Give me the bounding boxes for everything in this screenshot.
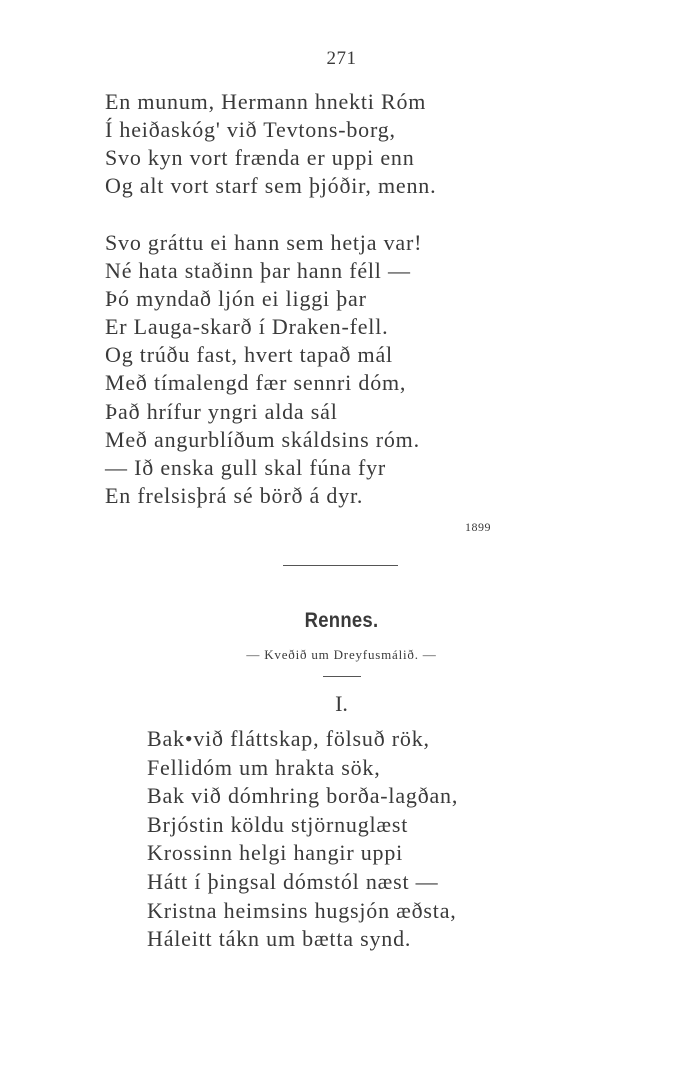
poem-line: Með angurblíðum skáldsins róm.	[105, 426, 420, 452]
poem-line: Krossinn helgi hangir uppi	[147, 840, 404, 866]
poem-line: Þó myndað ljón ei liggi þar	[105, 286, 367, 312]
page-number: 271	[326, 48, 357, 69]
poem-line: Brjóstin köldu stjörnuglæst	[147, 811, 409, 837]
poem-line: Hátt í þingsal dómstól næst —	[147, 868, 439, 894]
poem-line: Í heiðaskóg' við Tevtons-borg,	[105, 117, 396, 143]
poem-line: Né hata staðinn þar hann féll —	[105, 258, 411, 284]
section-title: Rennes.	[304, 609, 379, 632]
poem-date: 1899	[465, 520, 491, 534]
poem-stanza-2	[105, 229, 422, 510]
poem-line: Háleitt tákn um bætta synd.	[147, 926, 412, 952]
poem-line: — Ið enska gull skal fúna fyr	[105, 454, 387, 480]
poem-line: Bak•við fláttskap, fölsuð rök,	[147, 726, 430, 751]
poem-line: Svo kyn vort frænda er uppi enn	[105, 145, 415, 171]
poem-line: Fellidóm um hrakta sök,	[147, 754, 381, 780]
poem-line: En frelsisþrá sé börð á dyr.	[105, 482, 364, 508]
section-divider	[283, 565, 398, 566]
section-subtitle: — Kveðið um Dreyfusmálið. —	[246, 647, 437, 662]
poem-stanza-1	[105, 88, 436, 200]
poem-line: Bak við dómhring borða-lagðan,	[147, 783, 459, 809]
poem-stanza-3	[147, 725, 458, 954]
poem-line: Með tímalengd fær sennri dóm,	[105, 370, 407, 396]
poem-line: En munum, Hermann hnekti Róm	[105, 89, 427, 114]
poem-line: Og trúðu fast, hvert tapað mál	[105, 342, 393, 368]
poem-line: Kristna heimsins hugsjón æðsta,	[147, 897, 457, 923]
poem-line: Það hrífur yngri alda sál	[105, 398, 338, 424]
poem-line: Svo gráttu ei hann sem hetja var!	[105, 230, 423, 255]
poem-line: Og alt vort starf sem þjóðir, menn.	[105, 173, 437, 199]
part-number: I.	[335, 691, 348, 716]
poem-line: Er Lauga-skarð í Draken-fell.	[105, 314, 389, 340]
subtitle-divider	[323, 676, 361, 677]
